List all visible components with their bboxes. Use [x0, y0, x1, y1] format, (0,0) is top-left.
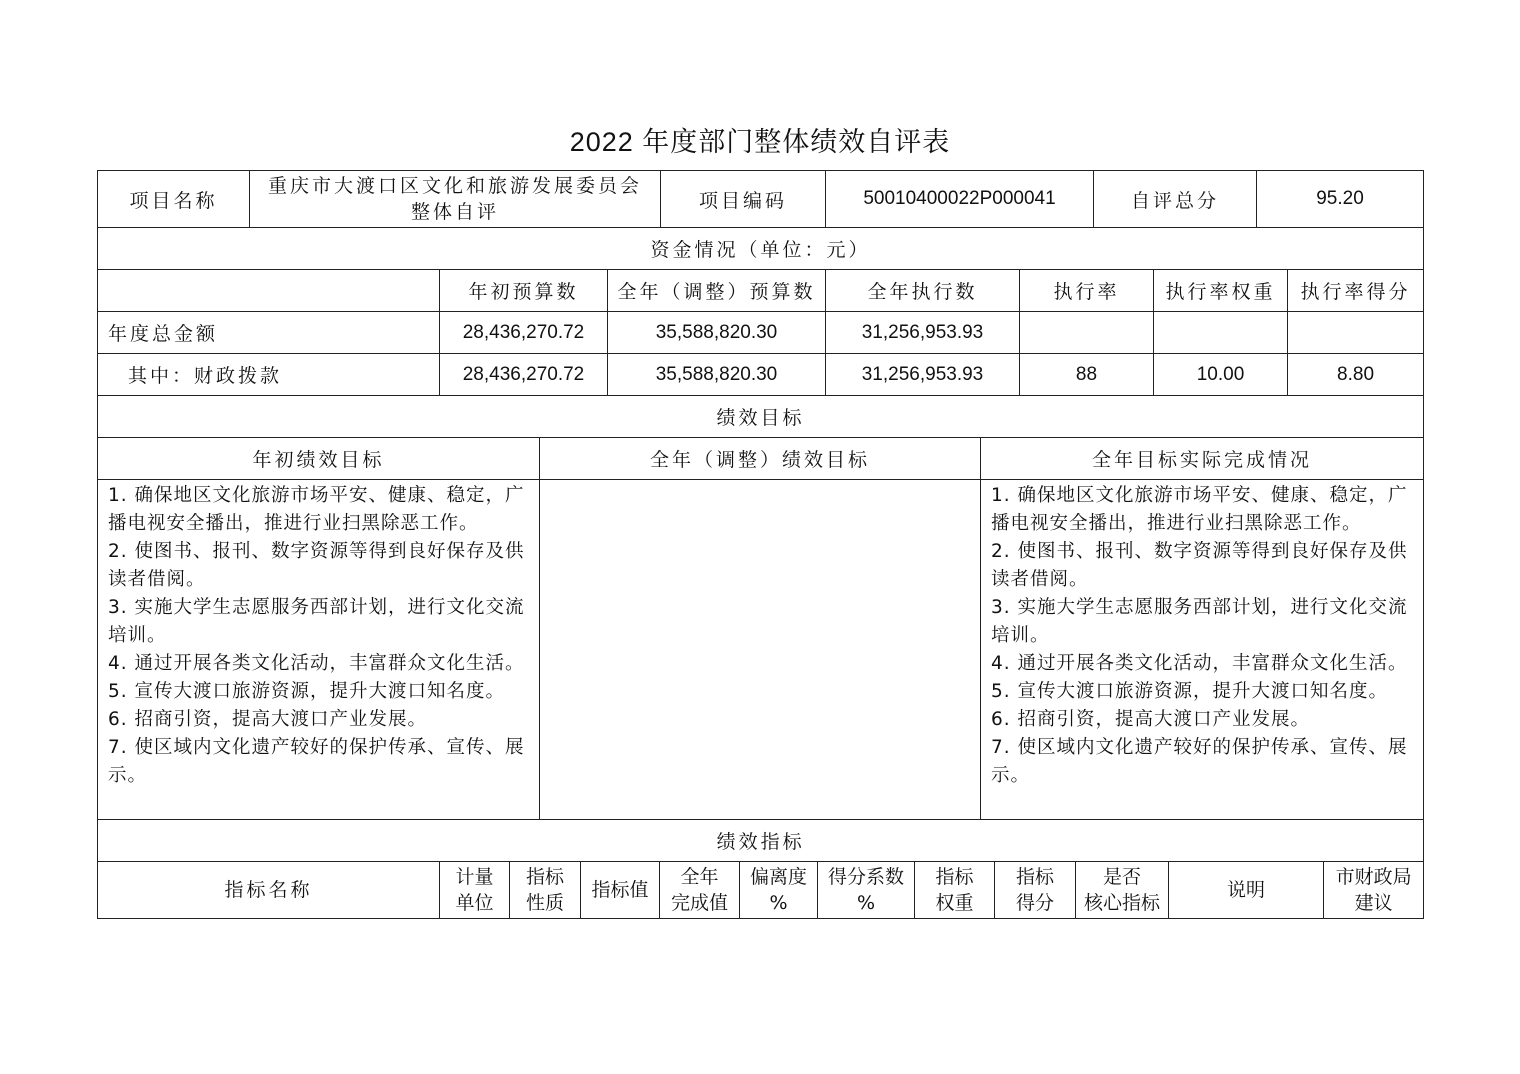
- goals-col-initial: 年初绩效目标: [98, 438, 540, 480]
- list-item: 5. 宣传大渡口旅游资源，提升大渡口知名度。: [108, 681, 506, 702]
- row-executed: 31,256,953.93: [826, 312, 1020, 354]
- initial-goals-cell: [98, 480, 540, 820]
- row-initial: 28,436,270.72: [440, 354, 608, 396]
- list-item: 7. 使区域内文化遗产较好的保护传承、宣传、展示。: [108, 737, 525, 786]
- list-item: 4. 通过开展各类文化活动，丰富群众文化生活。: [991, 653, 1408, 674]
- goals-col-actual: 全年目标实际完成情况: [981, 438, 1424, 480]
- list-item: 4. 通过开展各类文化活动，丰富群众文化生活。: [108, 653, 525, 674]
- ind-col-value: 指标值: [581, 862, 660, 919]
- row-rate: 88: [1020, 354, 1154, 396]
- ind-col-core: 是否 核心指标: [1076, 862, 1169, 919]
- header-table: [97, 170, 1424, 228]
- funds-col-initial: 年初预算数: [440, 270, 608, 312]
- goals-table: [97, 395, 1424, 820]
- list-item: 3. 实施大学生志愿服务西部计划，进行文化交流培训。: [991, 597, 1408, 646]
- row-adjusted: 35,588,820.30: [608, 354, 826, 396]
- row-weight: 10.00: [1154, 354, 1288, 396]
- funds-col-adjusted: 全年（调整）预算数: [608, 270, 826, 312]
- indicators-section-title: 绩效指标: [98, 820, 1424, 862]
- page-title: 2022 年度部门整体绩效自评表: [569, 127, 951, 157]
- goals-section-title: 绩效目标: [98, 396, 1424, 438]
- project-code-label: 项目编码: [661, 171, 826, 228]
- list-item: 2. 使图书、报刊、数字资源等得到良好保存及供读者借阅。: [991, 541, 1408, 590]
- list-item: 6. 招商引资，提高大渡口产业发展。: [991, 709, 1311, 730]
- project-name-label: 项目名称: [98, 171, 250, 228]
- list-item: 1. 确保地区文化旅游市场平安、健康、稳定，广播电视安全播出，推进行业扫黑除恶工作。: [108, 485, 525, 534]
- row-executed: 31,256,953.93: [826, 354, 1020, 396]
- list-item: 7. 使区域内文化遗产较好的保护传承、宣传、展示。: [991, 737, 1408, 786]
- funds-col-blank: [98, 270, 440, 312]
- ind-col-score: 指标 得分: [995, 862, 1076, 919]
- row-rate: [1020, 312, 1154, 354]
- ind-col-done: 全年 完成值: [660, 862, 740, 919]
- table-row: [98, 354, 1424, 396]
- row-adjusted: 35,588,820.30: [608, 312, 826, 354]
- project-name-value: 重庆市大渡口区文化和旅游发展委员会整体自评: [250, 171, 661, 228]
- ind-col-unit: 计量 单位: [440, 862, 510, 919]
- row-initial: 28,436,270.72: [440, 312, 608, 354]
- row-score: 8.80: [1288, 354, 1424, 396]
- actual-goals-cell: [981, 480, 1424, 820]
- ind-col-note: 说明: [1169, 862, 1324, 919]
- funds-col-weight: 执行率权重: [1154, 270, 1288, 312]
- table-row: [98, 312, 1424, 354]
- evaluation-form: [97, 170, 1423, 919]
- indicators-table: [97, 819, 1424, 919]
- adjusted-goals-cell: [540, 480, 981, 820]
- funds-col-score: 执行率得分: [1288, 270, 1424, 312]
- row-weight: [1154, 312, 1288, 354]
- list-item: 1. 确保地区文化旅游市场平安、健康、稳定，广播电视安全播出，推进行业扫黑除恶工作。: [991, 485, 1408, 534]
- score-value: 95.20: [1257, 171, 1424, 228]
- funds-col-rate: 执行率: [1020, 270, 1154, 312]
- ind-col-deviation: 偏离度 %: [740, 862, 818, 919]
- row-label: 其中：财政拨款: [98, 354, 440, 396]
- row-score: [1288, 312, 1424, 354]
- project-code-value: 50010400022P000041: [826, 171, 1094, 228]
- funds-section-title: 资金情况（单位：元）: [98, 228, 1424, 270]
- ind-col-weight: 指标 权重: [915, 862, 995, 919]
- ind-col-name: 指标名称: [98, 862, 440, 919]
- list-item: 3. 实施大学生志愿服务西部计划，进行文化交流培训。: [108, 597, 525, 646]
- ind-col-coefficient: 得分系数 %: [818, 862, 915, 919]
- list-item: 5. 宣传大渡口旅游资源，提升大渡口知名度。: [991, 681, 1389, 702]
- score-label: 自评总分: [1094, 171, 1257, 228]
- goals-col-adjusted: 全年（调整）绩效目标: [540, 438, 981, 480]
- list-item: 6. 招商引资，提高大渡口产业发展。: [108, 709, 428, 730]
- list-item: 2. 使图书、报刊、数字资源等得到良好保存及供读者借阅。: [108, 541, 525, 590]
- funds-table: [97, 227, 1424, 396]
- row-label: 年度总金额: [98, 312, 440, 354]
- ind-col-nature: 指标 性质: [510, 862, 581, 919]
- funds-col-executed: 全年执行数: [826, 270, 1020, 312]
- ind-col-advice: 市财政局 建议: [1324, 862, 1424, 919]
